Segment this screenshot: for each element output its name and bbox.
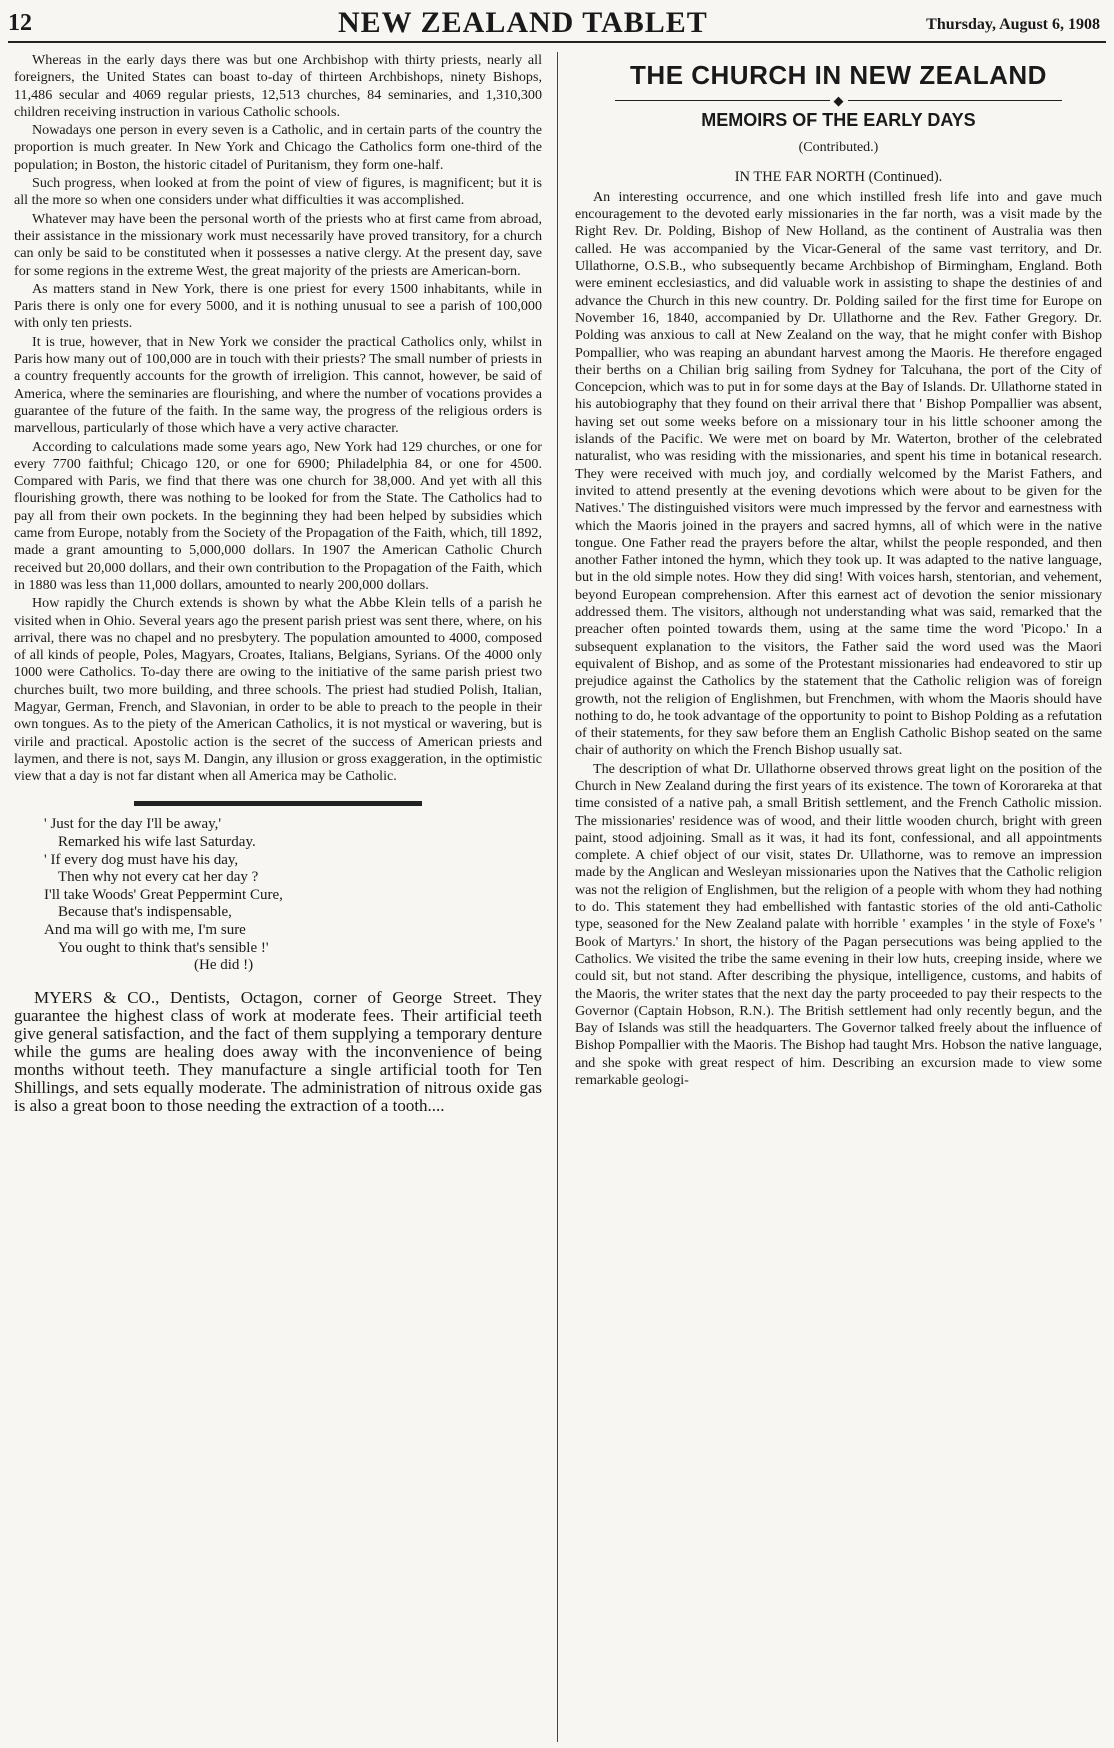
contributed-note: (Contributed.): [798, 140, 879, 156]
section-title: THE CHURCH IN NEW ZEALAND: [630, 60, 1047, 90]
dentist-advert: [14, 989, 542, 1115]
article-paragraph: The description of what Dr. Ullathorne observed throws great light on the position of the Church in New Zealand during the first years of its existence. The town of Kororareka at that time consisted of a native pah, a small British settlement, and the French Catholic mission. The missionaries' residence was of wood, and their little wooden church, bright with green paint, stood adjoining. Small as it was, it had its font, confessional, and all appointments complete. A chief object of our visit, states Dr. Ullathorne, was to remove an impression made by the Anglican and Wesleyan missionaries upon the Natives that the Catholic religion was not the religion of Englishmen, but the religion of a people with whom they had nothing to do. This statement they had embellished with fantastic stories of the old anti-Catholic type, seasoned for the New Zealand palate with horrible ' examples ' in the style of Foxe's ' Book of Martyrs.' In short, the history of the Pagan persecutions was being applied to the Catholics. We visited the tribe the same evening in their low huts, creeping inside, where we could sit, but not stand. After describing the physique, intelligence, customs, and habits of the Maoris, the writer states that the next day the party proceeded to pay their respects to the Governor (Captain Hobson, R.N.). The British settlement had only recently begun, and the Bay of Islands was still the headquarters. The Governor talked freely about the influence of Bishop Pompallier with the Maoris. The Bishop had taught Mrs. Hobson the native language, and she spoke with great respect of him. Describing an excursion made to view some remarkable geologi-: [575, 760, 1102, 1089]
poem-line: ' If every dog must have his day,: [44, 851, 239, 868]
advert-text: MYERS & CO., Dentists, Octagon, corner of George Street. They guarantee the highest class of work at moderate fees. Their artificial teeth give general satisfaction, and the fact of them supplying a temporary denture while the gums are healing does away with the inconvenience of being months without teeth. They manufacture a single artificial tooth for Ten Shillings, and sets equally moderate. The administration of nitrous oxide gas is also a great boon to those needing the extraction of a tooth....: [14, 987, 542, 1115]
article-subhead: IN THE FAR NORTH (Continued).: [734, 168, 943, 185]
article-paragraph: Nowadays one person in every seven is a Catholic, and in certain parts of the country the proportion is much greater. In New York and Chicago the Catholics form one-third of the population; in Boston, the historic citadel of Puritanism, they form one-half.: [14, 122, 542, 173]
diamond-rule: [615, 92, 1062, 108]
page-number: 12: [8, 10, 32, 36]
article-paragraph: According to calculations made some years ago, New York had 129 churches, or one for every 7700 faithful; Chicago 120, or one for 6900; Philadelphia 84, or one for 4500. Compared with Paris, we find that there was one church for 38,000. And yet with all this flourishing growth, there was nothing to be looked for from the State. The Catholics had to pay all from their own pockets. In the beginning they had been helped by subsidies which came from Europe, notably from the Society of the Propagation of the Faith, which, till 1892, made a grant amounting to 5,000,000 dollars. In 1907 the American Catholic Church received but 20,000 dollars, and their own contribution to the Propagation of the Faith, which in 1880 was less than 11,000 dollars, amounted to nearly 200,000 dollars.: [14, 438, 542, 593]
right-column: [575, 52, 1102, 1090]
newspaper-title: NEW ZEALAND TABLET: [338, 6, 708, 39]
column-rule: [557, 52, 558, 1742]
article-paragraph: As matters stand in New York, there is one priest for every 1500 inhabitants, while in Paris there is only one for every 5000, and it is nothing unusual to see a parish of 100,000 with only ten priests.: [14, 280, 542, 332]
poem-line: Then why not every cat her day ?: [58, 869, 259, 886]
masthead-rule: [8, 41, 1106, 43]
poem-line: You ought to think that's sensible !': [58, 939, 269, 956]
poem-line: (He did !): [194, 957, 254, 974]
poem-line: And ma will go with me, I'm sure: [44, 922, 246, 939]
section-divider: [134, 801, 422, 806]
article-paragraph: Whereas in the early days there was but one Archbishop with thirty priests, nearly all foreigners, the United States can boast to-day of thirteen Archbishops, ninety Bishops, 11,486 secular and 4069 regular priests, 12,513 churches, 84 seminaries, and 1,310,300 children receiving instruction in various Catholic schools.: [14, 52, 542, 120]
issue-date: Thursday, August 6, 1908: [926, 16, 1100, 33]
poem-line: I'll take Woods' Great Peppermint Cure,: [44, 886, 283, 903]
advert-poem: [44, 816, 542, 974]
article-subtitle: MEMOIRS OF THE EARLY DAYS: [701, 110, 976, 130]
article-paragraph: How rapidly the Church extends is shown by what the Abbe Klein tells of a parish he visited when in Ohio. Several years ago the present parish priest was sent there, where, on his arrival, there was no chapel and no presbytery. The population amounted to 4000, composed of all kinds of people, Poles, Magyars, Croates, Italians, Belgians, Syrians. Of the 4000 only 1000 were Catholics. To-day there are owing to the initiative of the same parish priest two churches built, two more building, and three schools. The priest had studied Polish, Italian, Magyar, German, French, and Slavonian, in order to be able to preach to the people in their own tongues. As to the piety of the American Catholics, it is not mystical or wavering, but is virile and practical. Apostolic action is the secret of the success of American priests and laymen, and there is not, says M. Dangin, any illusion or gross exaggeration, in the optimistic view that a day is not far distant when all America may be Catholic.: [14, 595, 542, 785]
poem-line: ' Just for the day I'll be away,': [44, 816, 222, 833]
poem-line: Remarked his wife last Saturday.: [58, 834, 256, 851]
poem-line: Because that's indispensable,: [58, 904, 232, 921]
masthead: [8, 4, 1106, 44]
diamond-ornament-icon: ◆: [830, 92, 848, 109]
article-paragraph: Whatever may have been the personal worth of the priests who at first came from abroad, their assistance in the missionary work must necessarily have proved transitory, for a church can only be said to be constituted when it possesses a native clergy. At the present day, save for some regions in the extreme West, the great majority of the priests are American-born.: [14, 210, 542, 279]
article-paragraph: Such progress, when looked at from the point of view of figures, is magnificent; but it is all the more so when one considers under what difficulties it was accomplished.: [14, 175, 542, 209]
left-column: [14, 52, 542, 1116]
article-paragraph: An interesting occurrence, and one which instilled fresh life into and gave much encouragement to the devoted early missionaries in the far north, was a visit made by the Right Rev. Dr. Polding, Bishop of New Holland, as the continent of Australia was then called. He was accompanied by the Vicar-General of the same vast territory, and Dr. Ullathorne, O.S.B., who subsequently became Archbishop of Birmingham, England. Both were eminent ecclesiastics, and did valuable work in assisting to shape the destinies of and advance the Church in this new country. Dr. Polding sailed for the first time for Europe on November 16, 1840, accompanied by Dr. Ullathorne and the Rev. Father Gregory. Dr. Polding was anxious to call at New Zealand on the way, that he might confer with Bishop Pompallier, who was reaping an abundant harvest among the Maoris. He therefore engaged their berths on a Chilian brig sailing from Sydney for Talcuhana, the port of the City of Concepcion, which was to put in for some days at the Bay of Islands. Dr. Ullathorne stated in his autobiography that they found on their arrival there that ' Bishop Pompallier was absent, having set out some weeks before on a missionary tour in his little schooner among the islands of the Pacific. We were met on board by Mr. Waterton, brother of the celebrated naturalist, who was residing with the missionaries, and spent his time in botanical research. They were received with much joy, and cordially welcomed by the Marist Fathers, and invited to attend presently at the evening devotions which were about to be given for the Natives.' The distinguished visitors were much impressed by the fervor and earnestness with which the Maoris joined in the prayers and sacred hymns, all of which were in the native tongue. One Father read the prayers before the altar, whilst the people responded, and then another Father intoned the hymn, which they took up. It was adapted to the native language, but in the old simple notes. How they did sing! With voices harsh, stentorian, and vehement, beyond European comprehension. After this earnest act of devotion the senior missionary addressed them. The visitors, although not understanding what was said, remarked that the preacher often pointed towards them, using at the same time the word 'Picopo.' In a subsequent explanation to the visitors, the Father said the word used was the Maori equivalent of Bishop, and as some of the Protestant missionaries had endeavored to stir up prejudice against the Catholics by the statement that the Catholic religion was of foreign growth, not the religion of Englishmen, but Frenchmen, with whom the Maoris should have nothing to do, he took advantage of the opportunity to point to Bishop Polding as a refutation of their statements, for they saw before them an English Catholic Bishop seated on the same chair of authority on which the French Bishop usually sat.: [575, 188, 1102, 759]
article-paragraph: It is true, however, that in New York we consider the practical Catholics only, whilst in Paris how many out of 100,000 are in touch with their priests? The small number of priests in a country frequently accounts for the growth of irreligion. This cannot, however, be said of America, where the seminaries are flourishing, and where the number of vocations provides a guarantee of the future of the faith. In the same way, the progress of the religious orders is marvellous, particularly of those which have a very active character.: [14, 333, 542, 437]
